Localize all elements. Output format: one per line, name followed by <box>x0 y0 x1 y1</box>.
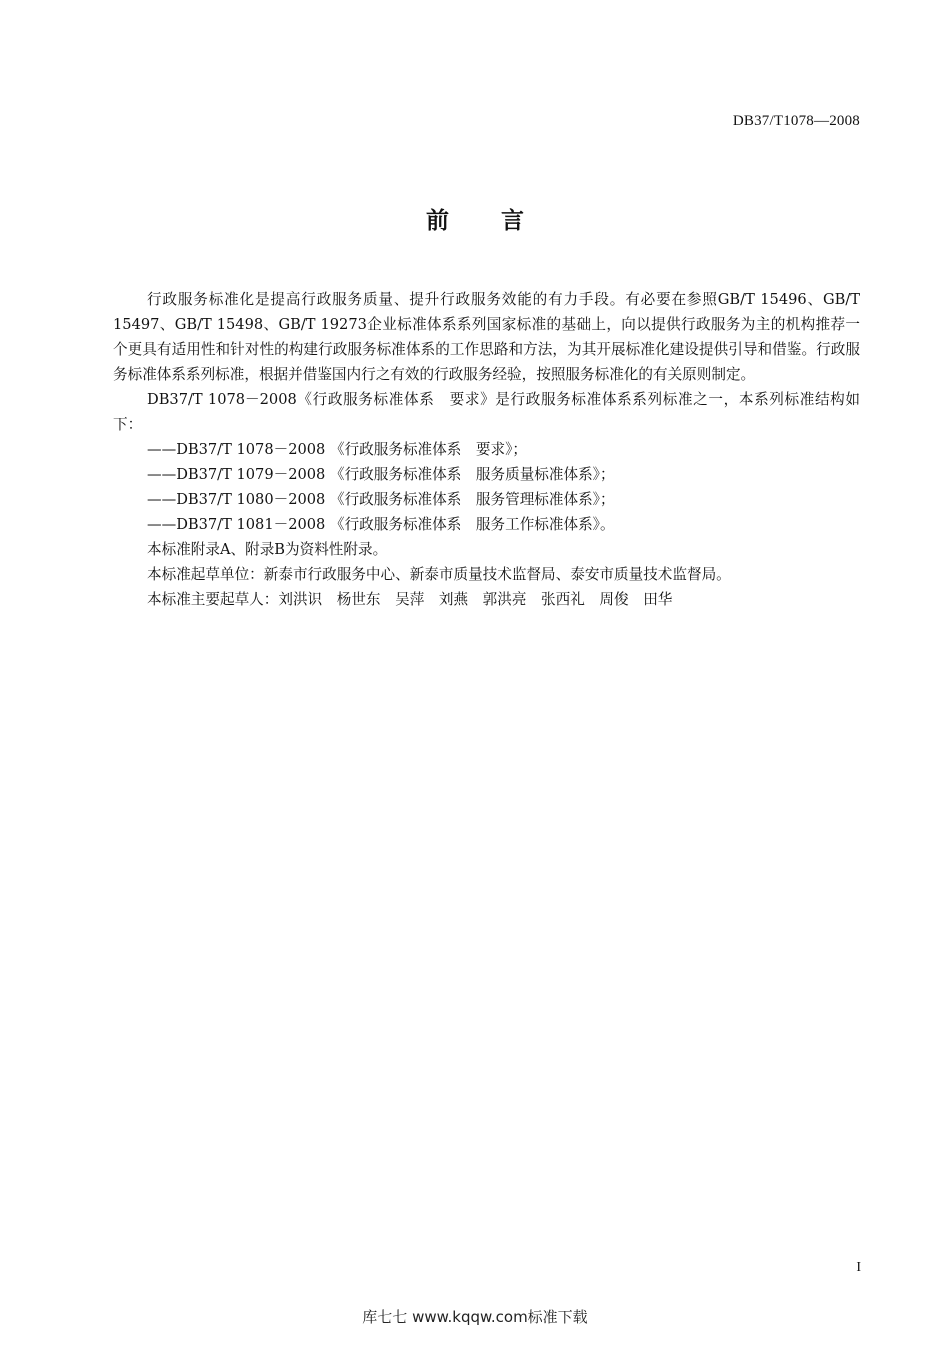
page-title-part2: 言 <box>501 208 524 234</box>
drafters-list: 本标准主要起草人：刘洪识 杨世东 吴萍 刘燕 郭洪亮 张西礼 周俊 田华 <box>147 591 673 608</box>
foreword-body <box>113 287 860 612</box>
drafting-units: 本标准起草单位：新泰市行政服务中心、新泰市质量技术监督局、泰安市质量技术监督局。 <box>147 566 731 583</box>
page-title-part1: 前 <box>426 208 449 234</box>
series-list-item: ——DB37/T 1078－2008 《行政服务标准体系 要求》； <box>147 441 527 458</box>
series-list-item: ——DB37/T 1080－2008 《行政服务标准体系 服务管理标准体系》； <box>147 491 615 508</box>
series-list-item: ——DB37/T 1079－2008 《行政服务标准体系 服务质量标准体系》； <box>147 466 615 483</box>
series-paragraph: DB37/T 1078－2008《行政服务标准体系 要求》是行政服务标准体系系列标准之一，本系列标准结构如下： <box>113 391 860 433</box>
page-title <box>0 202 950 235</box>
series-list-item: ——DB37/T 1081－2008 《行政服务标准体系 服务工作标准体系》。 <box>147 516 615 533</box>
appendix-note: 本标准附录A、附录B为资料性附录。 <box>147 541 388 558</box>
document-code: DB37/T1078—2008 <box>732 113 860 129</box>
footer-watermark: 库七七 www.kqqw.com标准下载 <box>362 1308 588 1326</box>
intro-paragraph: 行政服务标准化是提高行政服务质量、提升行政服务效能的有力手段。有必要在参照GB/T 15496、GB/T 15497、GB/T 15498、GB/T 19273企业标准体系系列国家标准的基础上，向以提供行政服务为主的机构推荐一个更具有适用性和针对性的构建行政服务标准体系的工作思路和方法，为其开展标准化建设提供引导和借鉴。行政服务标准体系系列标准，根据并借鉴国内行之有效的行政服务经验，按照服务标准化的有关原则制定。 <box>113 291 860 383</box>
page-number: I <box>856 1260 861 1275</box>
